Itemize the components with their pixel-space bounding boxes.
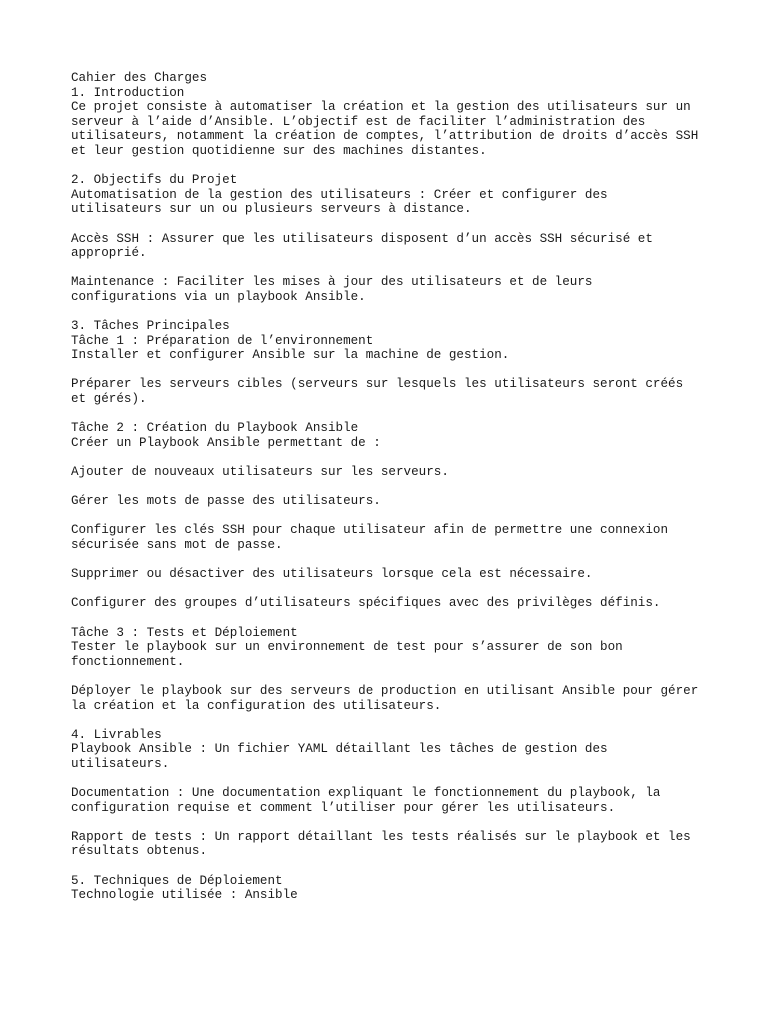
text-line: Playbook Ansible : Un fichier YAML détaillant les tâches de gestion des xyxy=(71,742,608,757)
text-line: Installer et configurer Ansible sur la machine de gestion. xyxy=(71,348,510,363)
paragraph xyxy=(71,173,731,217)
paragraph xyxy=(71,319,731,363)
paragraph xyxy=(71,596,731,611)
text-line: utilisateurs sur un ou plusieurs serveurs à distance. xyxy=(71,202,472,217)
text-line: résultats obtenus. xyxy=(71,844,208,859)
paragraph xyxy=(71,465,731,480)
text-line: Préparer les serveurs cibles (serveurs sur lesquels les utilisateurs seront créés xyxy=(71,377,684,392)
text-line: serveur à l’aide d’Ansible. L’objectif est de faciliter l’administration des xyxy=(71,114,646,129)
text-line: utilisateurs. xyxy=(71,756,170,771)
paragraph xyxy=(71,728,731,772)
text-line: Documentation : Une documentation expliquant le fonctionnement du playbook, la xyxy=(71,786,661,801)
text-line: Tâche 2 : Création du Playbook Ansible xyxy=(71,421,359,436)
text-line: 2. Objectifs du Projet xyxy=(71,173,238,188)
text-line: utilisateurs, notamment la création de comptes, l’attribution de droits d’accès SSH xyxy=(71,129,699,144)
text-line: 3. Tâches Principales xyxy=(71,319,230,334)
text-line: Accès SSH : Assurer que les utilisateurs disposent d’un accès SSH sécurisé et xyxy=(71,231,653,246)
paragraph xyxy=(71,71,731,159)
paragraph xyxy=(71,874,731,903)
text-line: Tâche 1 : Préparation de l’environnement xyxy=(71,333,374,348)
text-line: Tester le playbook sur un environnement de test pour s’assurer de son bon xyxy=(71,640,623,655)
text-line: Ce projet consiste à automatiser la création et la gestion des utilisateurs sur un xyxy=(71,100,691,115)
paragraph xyxy=(71,421,731,450)
text-line: Configurer les clés SSH pour chaque utilisateur afin de permettre une connexion xyxy=(71,523,669,538)
paragraph xyxy=(71,494,731,509)
paragraph xyxy=(71,626,731,670)
paragraph xyxy=(71,684,731,713)
text-line: approprié. xyxy=(71,246,147,261)
text-line: et gérés). xyxy=(71,392,147,407)
text-line: Technologie utilisée : Ansible xyxy=(71,888,298,903)
text-line: Maintenance : Faciliter les mises à jour des utilisateurs et de leurs xyxy=(71,275,593,290)
text-line: Tâche 3 : Tests et Déploiement xyxy=(71,625,298,640)
text-line: Rapport de tests : Un rapport détaillant les tests réalisés sur le playbook et les xyxy=(71,829,691,844)
text-line: 5. Techniques de Déploiement xyxy=(71,873,283,888)
text-line: 4. Livrables xyxy=(71,727,162,742)
paragraph xyxy=(71,786,731,815)
text-line: Supprimer ou désactiver des utilisateurs lorsque cela est nécessaire. xyxy=(71,567,593,582)
text-line: Déployer le playbook sur des serveurs de production en utilisant Ansible pour gérer xyxy=(71,683,699,698)
text-line: fonctionnement. xyxy=(71,654,185,669)
text-line: Cahier des Charges xyxy=(71,71,208,85)
text-line: Configurer des groupes d’utilisateurs spécifiques avec des privilèges définis. xyxy=(71,596,661,611)
text-line: et leur gestion quotidienne sur des machines distantes. xyxy=(71,143,487,158)
document-page xyxy=(71,71,731,917)
text-line: Gérer les mots de passe des utilisateurs. xyxy=(71,494,381,509)
text-line: la création et la configuration des utilisateurs. xyxy=(71,698,442,713)
paragraph xyxy=(71,567,731,582)
text-line: Automatisation de la gestion des utilisateurs : Créer et configurer des xyxy=(71,187,608,202)
text-line: configurations via un playbook Ansible. xyxy=(71,289,366,304)
paragraph xyxy=(71,275,731,304)
paragraph xyxy=(71,830,731,859)
text-line: Ajouter de nouveaux utilisateurs sur les serveurs. xyxy=(71,465,449,480)
paragraph xyxy=(71,377,731,406)
text-line: 1. Introduction xyxy=(71,85,185,100)
paragraph xyxy=(71,232,731,261)
paragraph xyxy=(71,523,731,552)
text-line: configuration requise et comment l’utiliser pour gérer les utilisateurs. xyxy=(71,800,616,815)
text-line: sécurisée sans mot de passe. xyxy=(71,538,283,552)
text-line: Créer un Playbook Ansible permettant de : xyxy=(71,435,381,450)
